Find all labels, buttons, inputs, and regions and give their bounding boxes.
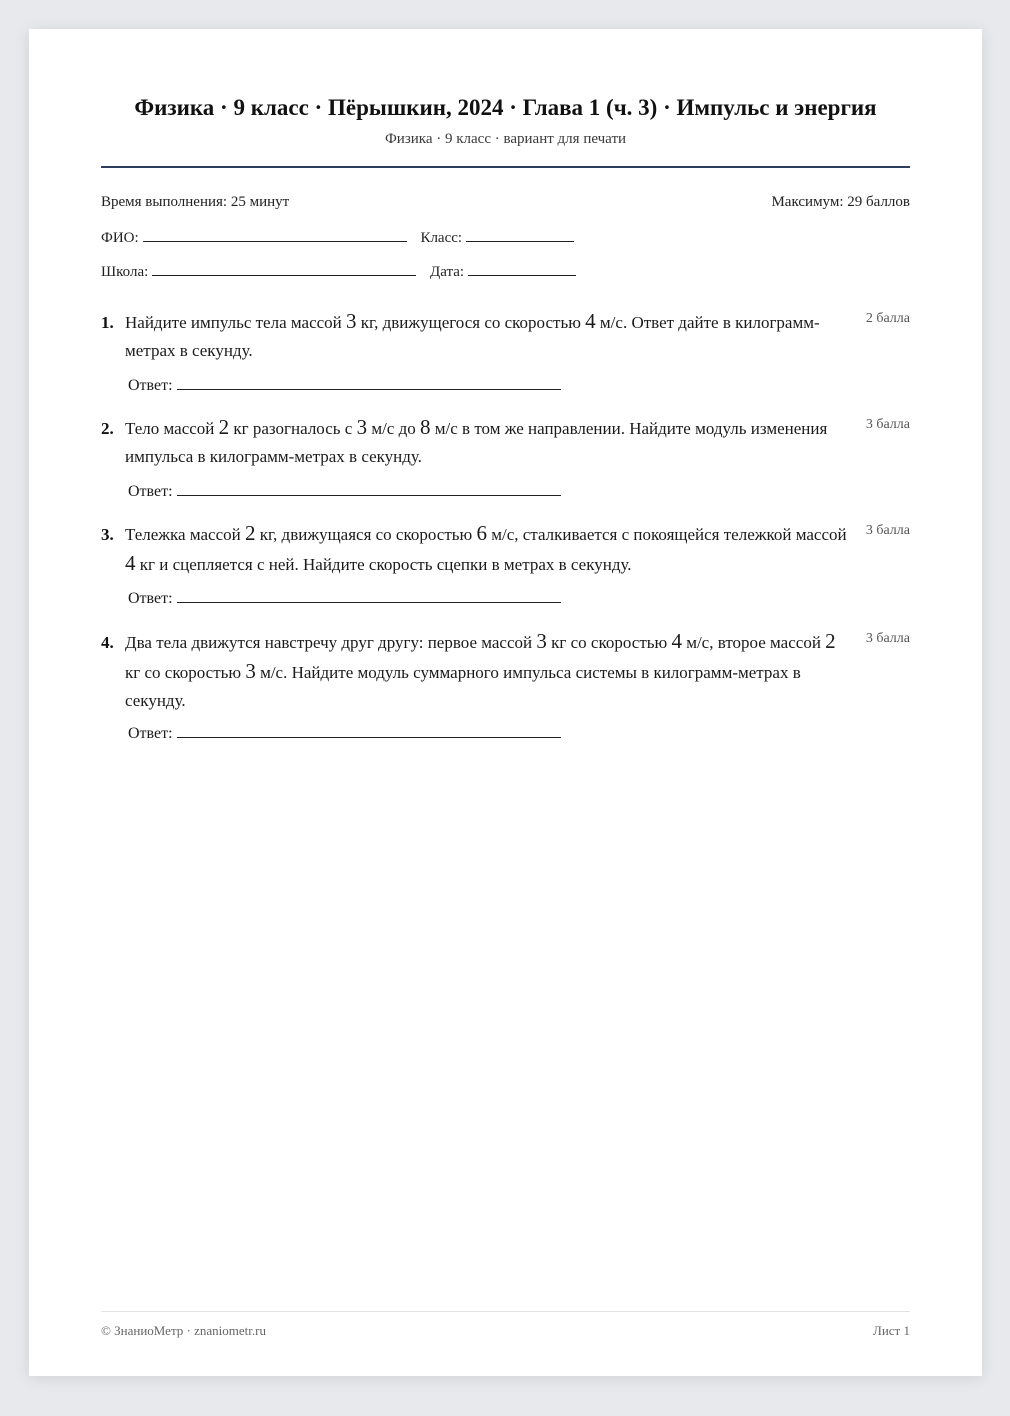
number-value: 2 <box>244 521 256 545</box>
answer-row <box>128 588 561 608</box>
text-part: кг, движущегося со скоростью <box>356 313 586 332</box>
answer-field[interactable] <box>177 481 561 496</box>
text-part: кг со скоростью <box>546 633 672 652</box>
question-number: 2. <box>101 419 114 438</box>
class-label: Класс: <box>420 230 463 246</box>
text-part: м/с, второе массой <box>681 633 826 652</box>
school-field[interactable] <box>152 261 416 276</box>
text-part: м/с до <box>367 419 421 438</box>
text-part: Найдите импульс тела массой <box>125 313 347 332</box>
number-value: 4 <box>585 309 596 333</box>
answer-field[interactable] <box>177 375 561 390</box>
question-points: 3 балла <box>865 631 910 646</box>
question-points: 2 балла <box>865 311 910 326</box>
name-class-row <box>101 227 910 247</box>
question-text <box>125 307 855 365</box>
class-field[interactable] <box>466 227 574 242</box>
answer-field[interactable] <box>177 588 561 603</box>
answer-field[interactable] <box>177 723 561 738</box>
question-text <box>125 519 855 579</box>
number-value: 4 <box>125 551 136 575</box>
footer-page-number: Лист 1 <box>873 1323 910 1338</box>
answer-row <box>128 723 561 743</box>
answer-row <box>128 481 561 501</box>
answer-label: Ответ: <box>128 590 173 607</box>
number-value: 3 <box>356 415 368 439</box>
number-value: 3 <box>536 629 547 653</box>
question-text <box>125 627 855 715</box>
text-part: Тело массой <box>125 419 219 438</box>
worksheet-page <box>29 29 982 1376</box>
answer-label: Ответ: <box>128 483 173 500</box>
text-part: кг со скоростью <box>125 663 246 682</box>
header-divider <box>101 166 910 168</box>
text-part: м/с. Найдите модуль суммарного импульса системы в килограмм-метрах в секунду. <box>125 663 801 710</box>
text-part: м/с. Ответ дайте в килограмм-метрах в секунду. <box>125 313 820 360</box>
question-points: 3 балла <box>865 523 910 538</box>
footer-divider <box>101 1311 910 1312</box>
page-content <box>101 29 910 1376</box>
name-label: ФИО: <box>101 230 139 246</box>
answer-row <box>128 375 561 395</box>
text-part: м/с в том же направлении. Найдите модуль изменения импульса в килограмм-метрах в секунду. <box>125 419 828 466</box>
number-value: 2 <box>825 629 836 653</box>
page-title: Физика · 9 класс · Пёрышкин, 2024 · Глава 1 (ч. 3) · Импульс и энергия <box>134 95 877 120</box>
school-label: Школа: <box>101 264 149 280</box>
date-field[interactable] <box>468 261 576 276</box>
max-score: Максимум: 29 баллов <box>771 194 910 210</box>
question-number: 1. <box>101 313 114 332</box>
text-part: кг и сцепляется с ней. Найдите скорость сцепки в метрах в секунду. <box>135 555 632 574</box>
number-value: 2 <box>218 415 230 439</box>
text-part: Два тела движутся навстречу друг другу: первое массой <box>125 633 537 652</box>
text-part: м/с, сталкивается с покоящейся тележкой массой <box>486 525 847 544</box>
answer-label: Ответ: <box>128 377 173 394</box>
text-part: кг разогналось с <box>229 419 357 438</box>
number-value: 6 <box>476 521 487 545</box>
date-label: Дата: <box>430 264 465 280</box>
question-points: 3 балла <box>865 417 910 432</box>
page-subtitle: Физика · 9 класс · вариант для печати <box>384 131 627 147</box>
number-value: 3 <box>245 659 256 683</box>
number-value: 8 <box>420 415 431 439</box>
name-field[interactable] <box>143 227 407 242</box>
footer-copyright: © ЗнаниоМетр · znaniometr.ru <box>101 1323 266 1338</box>
number-value: 4 <box>671 629 682 653</box>
answer-label: Ответ: <box>128 725 173 742</box>
text-part: Тележка массой <box>125 525 245 544</box>
question-number: 4. <box>101 633 114 652</box>
school-date-row <box>101 261 910 281</box>
number-value: 3 <box>346 309 357 333</box>
question-number: 3. <box>101 525 114 544</box>
time-limit: Время выполнения: 25 минут <box>101 194 290 210</box>
text-part: кг, движущаяся со скоростью <box>255 525 477 544</box>
question-text <box>125 413 855 471</box>
